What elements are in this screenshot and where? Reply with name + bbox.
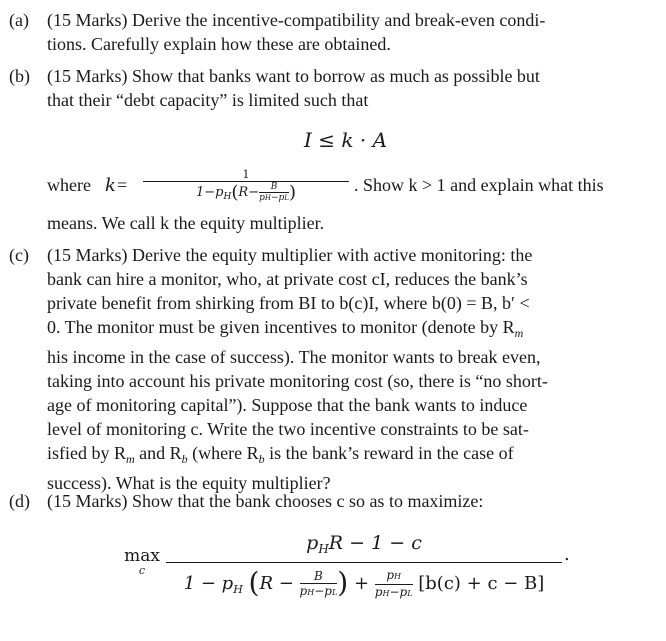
- maximization-equation: [122, 530, 582, 610]
- k-inner-num: B: [270, 182, 278, 192]
- question-d-text: [47, 489, 652, 513]
- den-fraction-1: $\frac{B}{pH-pL}$: [299, 568, 338, 598]
- text-line: private benefit from shirking from BI to b(c)I, where b(0) = B, b′ <: [47, 293, 530, 313]
- k-numerator: 1: [242, 168, 250, 181]
- question-b-label: (b): [9, 66, 30, 86]
- question-b-text: [47, 64, 652, 112]
- text-line: level of monitoring c. Write the two incentive constraints to be sat-: [47, 419, 529, 439]
- objective-denominator: $1 - p_H$ (R − $\frac{B}{pH-pL}$ ) + $\frac{pH}{pH-pL}$ [b(c) + c − B]: [166, 562, 562, 610]
- question-c-text: [47, 243, 652, 495]
- equation-period: .: [564, 544, 570, 565]
- text-line: success). What is the equity multiplier?: [47, 473, 331, 493]
- question-a-text: [47, 8, 652, 56]
- k-inner-den: pH−pL: [259, 193, 289, 203]
- objective-fraction: [166, 530, 562, 610]
- max-word: max: [124, 546, 160, 566]
- max-operator: [122, 546, 162, 576]
- text-line: tions. Carefully explain how these are obtained.: [47, 34, 391, 54]
- text-line: 0. The monitor must be given incentives to monitor (denote by $R_m$: [47, 317, 524, 340]
- debt-capacity-equation: I ≤ k · A: [304, 128, 388, 152]
- k-meaning-line: means. We call k the equity multiplier.: [47, 213, 325, 233]
- k-inner-frac: [259, 182, 289, 203]
- text-line: (15 Marks) Derive the incentive-compatibility and break-even condi-: [47, 10, 546, 30]
- k-denominator: $1-p_H(R-$ $\frac{B}{pH-pL}$ ): [143, 181, 349, 207]
- k-den-sub: H: [223, 192, 232, 202]
- text-line: taking into account his private monitoring cost (so, there is “no short-: [47, 371, 548, 391]
- text-line: (15 Marks) Show that banks want to borrow as much as possible but: [47, 66, 540, 86]
- k-definition-line: [47, 168, 652, 214]
- text-line: (15 Marks) Derive the equity multiplier with active monitoring: the: [47, 245, 533, 265]
- text-line: that their “debt capacity” is limited such that: [47, 90, 369, 110]
- question-c-label: (c): [9, 245, 29, 265]
- where-prefix: where: [47, 175, 91, 195]
- objective-numerator: $p_HR - 1 - c$: [306, 532, 422, 556]
- den-fraction-2: $\frac{pH}{pH-pL}$: [374, 567, 413, 599]
- k-symbol: k: [105, 175, 116, 196]
- where-tail: . Show k > 1 and explain what this: [354, 175, 604, 195]
- text-line: bank can hire a monitor, who, at private cost cI, reduces the bank’s: [47, 269, 528, 289]
- k-den-inner: R−: [238, 185, 260, 200]
- text-line: age of monitoring capital”). Suppose that the bank wants to induce: [47, 395, 528, 415]
- text-line: his income in the case of success). The monitor wants to break even,: [47, 347, 541, 367]
- question-d-label: (d): [9, 491, 30, 511]
- k-den-left: 1−p: [196, 185, 224, 200]
- text-line: isfied by $R_m$ and $R_b$ (where $R_b$ is the bank’s reward in the case of: [47, 443, 514, 466]
- equals-sign: =: [117, 175, 128, 195]
- k-fraction: [143, 168, 349, 207]
- max-subscript: c: [138, 564, 146, 577]
- question-a-label: (a): [9, 10, 29, 30]
- text-line: (15 Marks) Show that the bank chooses c so as to maximize:: [47, 491, 484, 511]
